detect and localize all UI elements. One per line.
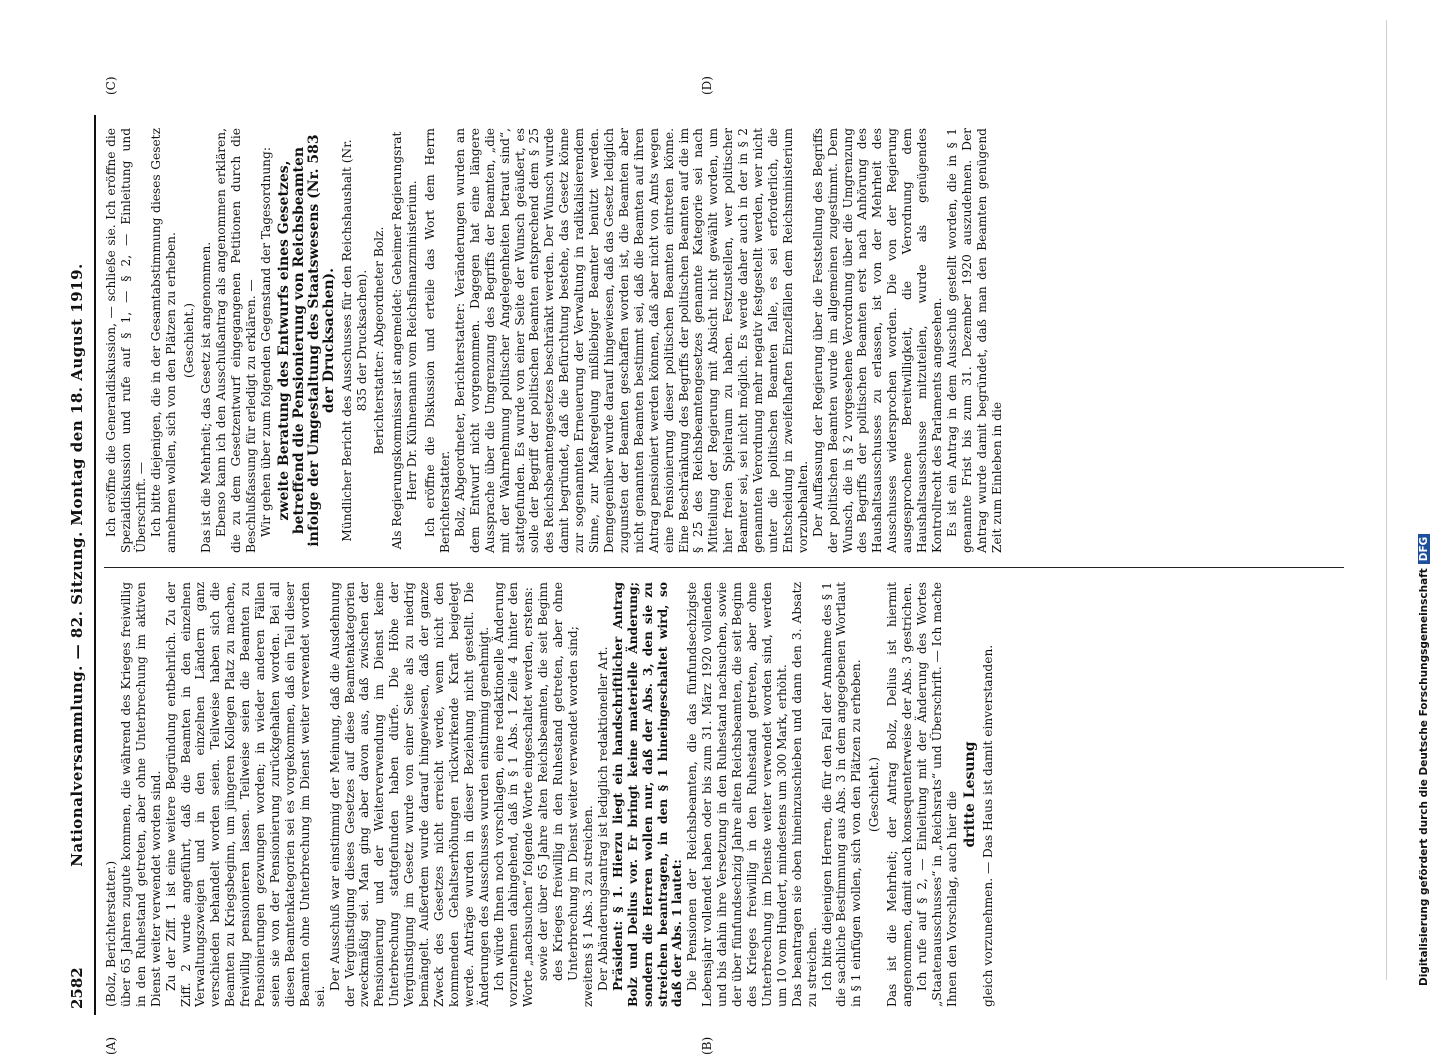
paragraph: Das ist die Mehrheit; der Antrag Bolz, Delius ist hiermit angenommen, damit auch konsequenterweise der Abs. 3 gestrichen. bbox=[885, 582, 915, 1007]
paragraph: Ich rufe auf § 2, — Einleitung mit der Änderung des Wortes „Staatenausschusses“ in „Reichsrats“ und Überschrift. — Ich mache Ihnen den Vorschlag, auch hier die bbox=[914, 582, 959, 1007]
running-title: Nationalversammlung. — 82. Sitzung. Montag den 18. August 1919. bbox=[68, 263, 86, 867]
paragraph: Das beantragen sie oben hineinzuschieben und dann den 3. Absatz zu streichen. bbox=[789, 582, 819, 1007]
page-header bbox=[60, 115, 96, 1015]
paragraph: Es ist ein Antrag in dem Ausschuß gestellt worden, die in § 1 genannte Frist bis zum 31. Dezember 1920 auszudehnen. Der Antrag wurde damit begründet, daß man den Beamten genügend Zeit zum Einleben in die bbox=[944, 128, 1004, 553]
agenda-item-heading: zweite Beratung des Entwurfs eines Gesetzes, betreffend die Pensionierung von Reichsbeamten infolge der Umgestaltung des Staatswesens (Nr. 583 der Drucksachen). bbox=[275, 134, 337, 547]
section-heading: dritte Lesung bbox=[961, 741, 978, 848]
scan-edge bbox=[1386, 20, 1387, 980]
margin-marker-d: (D) bbox=[700, 76, 714, 95]
paragraph: Der Abänderungsantrag ist lediglich redaktioneller Art. bbox=[595, 646, 610, 991]
paragraph: über 65 Jahren zugute kommen, die während des Krieges freiwillig in den Ruhestand getreten, aber ohne Unterbrechung im aktiven Dienst weiter verwendet worden sind. bbox=[118, 582, 163, 1007]
paragraph: zweitens § 1 Abs. 3 zu streichen. bbox=[581, 805, 595, 1007]
rapporteur: Berichterstatter: Abgeordneter Bolz. bbox=[372, 226, 387, 455]
paragraph: Ich bitte diejenigen Herren, die für den Fall der Annahme des § 1 die sachliche Bestimmung aus Abs. 3 in dem angegebenen Wortlaut in § 1 einfügen wollen, sich von den Plätzen zu erheben. bbox=[819, 582, 864, 1007]
paragraph: Ich würde Ihnen noch vorschlagen, eine redaktionelle Änderung vorzunehmen dahingehend, daß in § 1 Abs. 1 Zeile 4 hinter den Worte „nachsuchen“ folgende Worte eingeschaltet werden, erstens: bbox=[491, 582, 536, 1007]
paragraph: gleich vorzunehmen. — Das Haus ist damit einverstanden. bbox=[980, 644, 995, 1007]
right-column bbox=[104, 128, 1354, 553]
paragraph: Der Ausschuß war einstimmig der Meinung, daß die Ausdehnung der Vergünstigung dieses Gesetzes auf diese Beamtenkategorien zweckmäßig sei. Man ging aber davon aus, daß zwischen der Pensionierung und der Weiterverwendung im Dienst keine Unterbrechung stattgefunden haben dürfe. Die Höhe der Vergünstigung im Gesetz wurde von einer Seite als zu niedrig bemängelt. Außerdem wurde darauf hingewiesen, daß der ganze Zweck des Gesetzes nicht erreicht werde, wenn nicht den kommenden Gehaltserhöhungen rückwirkende Kraft beigelegt werde. Anträge wurden in dieser Beziehung nicht gestellt. Die Änderungen des Ausschusses wurden einstimmig genehmigt. bbox=[327, 582, 491, 1007]
document-page bbox=[60, 76, 1370, 1055]
paragraph: Ich eröffne die Diskussion und erteile das Wort dem Herrn Berichterstatter. bbox=[423, 128, 453, 553]
president-statement: Präsident: § 1. Hierzu liegt ein handschriftlicher Antrag Bolz und Delius vor. Er bringt keine materielle Änderung; sondern die Herren wollen nur, daß der Abs. 3, den sie zu streichen beantragen, in den § 1 hineingeschaltet wird, so daß der Abs. 1 lautet: bbox=[610, 582, 685, 1007]
quoted-amendment: sowie der über 65 Jahre alten Reichsbeamten, die seit Beginn des Krieges freiwillig in den Ruhestand getreten, aber ohne Unterbrechung im Dienst weiter verwendet worden sind; bbox=[536, 582, 581, 981]
column-divider bbox=[104, 567, 1344, 568]
left-column bbox=[104, 582, 1354, 1007]
speaker-note: (Bolz, Berichterstatter.) bbox=[104, 860, 118, 1007]
report-reference: Mündlicher Bericht des Ausschusses für den Reichshaushalt (Nr. 835 der Drucksachen). bbox=[339, 139, 369, 542]
paragraph: Der Auffassung der Regierung über die Feststellung des Begriffs der politischen Beamten wurde im allgemeinen zugestimmt. Dem Wunsch, die in § 2 vorgesehene Verordnung über die Umgrenzung des Begriffs der politischen Beamten erst nach Anhörung des Haushaltsausschusses zu erlassen, ist von der Mehrheit des Ausschusses widersprochen worden. Die von der Regierung ausgesprochene Bereitwilligkeit, die Verordnung dem Haushaltsausschusse mitzuteilen, wurde als genügendes Kontrollrecht des Parlaments angesehen. bbox=[810, 128, 944, 553]
paragraph: Das ist die Mehrheit; das Gesetz ist angenommen. bbox=[199, 241, 214, 553]
paragraph: Ich eröffne die Generaldiskussion, — schließe sie. Ich eröffne die Spezialdiskussion und rufe auf § 1, — § 2, — Einleitung und Überschrift. — bbox=[104, 128, 148, 553]
margin-marker-b: (B) bbox=[700, 1036, 714, 1055]
paragraph: Ich bitte diejenigen, die in der Gesamtabstimmung dieses Gesetz annehmen wollen, sich von den Plätzen zu erheben. bbox=[148, 128, 178, 553]
stage-direction: (Geschieht.) bbox=[181, 302, 196, 379]
paragraph: Zu der Ziff. 1 ist eine weitere Begründung entbehrlich. Zu der Ziff. 2 wurde angeführt, daß die Beamten in den einzelnen Verwaltungszweigen und in den einzelnen Ländern ganz verschieden behandelt worden seien. Teilweise haben sich die Beamten zu Kriegsbeginn, um jüngeren Kollegen Platz zu machen, freiwillig pensionieren lassen. Teilweise seien die Beamten zu Pensionierungen gezwungen worden; in wieder anderen Fällen seien sie von der Pensionierung zurückgehalten worden. Bei all diesen Beamtenkategorien sei es vorgekommen, daß ein Teil dieser Beamten ohne Unterbrechung im Dienst weiter verwendet worden sei. bbox=[163, 582, 327, 1007]
rapporteur-speech: Bolz, Abgeordneter, Berichterstatter: Veränderungen wurden an dem Entwurf nicht vorgenommen. Dagegen hat eine längere Aussprache über die Umgrenzung des Begriffs der Beamten, „die mit der Wahrnehmung politischer Angelegenheiten betraut sind“, stattgefunden. Es wurde von einer Seite der Wunsch geäußert, es solle der Begriff der politischen Beamten entsprechend dem § 25 des Reichsbeamtengesetzes beschränkt werden. Der Wunsch wurde damit begründet, daß die Befürchtung bestehe, das Gesetz könne zur sogenannten Erneuerung der Verwaltung in radikalisierendem Sinne, zur Maßregelung mißliebiger Beamter benützt werden. Demgegenüber wurde darauf hingewiesen, daß das Gesetz lediglich zugunsten der Beamten geschaffen worden ist, die Beamten aber nicht genannten Beamten bestimmt sei, daß die Beamten auf ihren Antrag pensioniert werden können, daß aber nicht von Amts wegen eine Pensionierung dieser politischen Beamten eintreten könne. Eine Beschränkung des Begriffs der politischen Beamten auf die im § 25 des Reichsbeamtengesetzes genannte Kategorie sei nach Mitteilung der Regierung mit Absicht nicht gewählt worden, um hier freien Spielraum zu haben. Festzustellen, wer politischer Beamter sei, sei nicht möglich. Es werde daher auch in der in § 2 genannten Verordnung mehr negativ festgestellt werden, wer nicht unter die politischen Beamten falle, es sei erforderlich, die Entscheidung in zweifelhaften Einzelfällen dem Reichsministerium vorzubehalten. bbox=[452, 128, 810, 553]
dfg-credit bbox=[1418, 534, 1430, 986]
margin-marker-a: (A) bbox=[104, 1036, 118, 1055]
paragraph: Ebenso kann ich den Ausschußantrag als angenommen erklären, die zu dem Gesetzentwurf eingegangenen Petitionen durch die Beschlußfassung für erledigt zu erklären. — bbox=[214, 128, 259, 553]
government-commissioner: Als Regierungskommissar ist angemeldet: Geheimer Regierungsrat Herr Dr. Kühnemann vom Reichsfinanzministerium. bbox=[390, 131, 420, 550]
quoted-law-text: Die Pensionen der Reichsbeamten, die das fünfundsechzigste Lebensjahr vollendet haben oder bis zum 31. März 1920 vollenden und bis dahin ihre Versetzung in den Ruhestand nachsuchen, sowie der über fünfundsechzig Jahre alten Reichsbeamten, die seit Beginn des Krieges freiwillig in den Ruhestand getreten, aber ohne Unterbrechung im Dienste weiter verwendet worden sind, werden um 10 vom Hundert, mindestens um 300 Mark, erhöht. bbox=[685, 582, 789, 1007]
paragraph: Wir gehen über zum folgenden Gegenstand der Tagesordnung: bbox=[259, 147, 274, 537]
page-number: 2582 bbox=[68, 967, 86, 1009]
dfg-logo: DFG bbox=[1418, 534, 1430, 565]
credit-text: Digitalisierung gefördert durch die Deutsche Forschungsgemeinschaft bbox=[1418, 568, 1430, 986]
stage-direction: (Geschieht.) bbox=[867, 756, 882, 833]
margin-marker-c: (C) bbox=[104, 76, 118, 95]
